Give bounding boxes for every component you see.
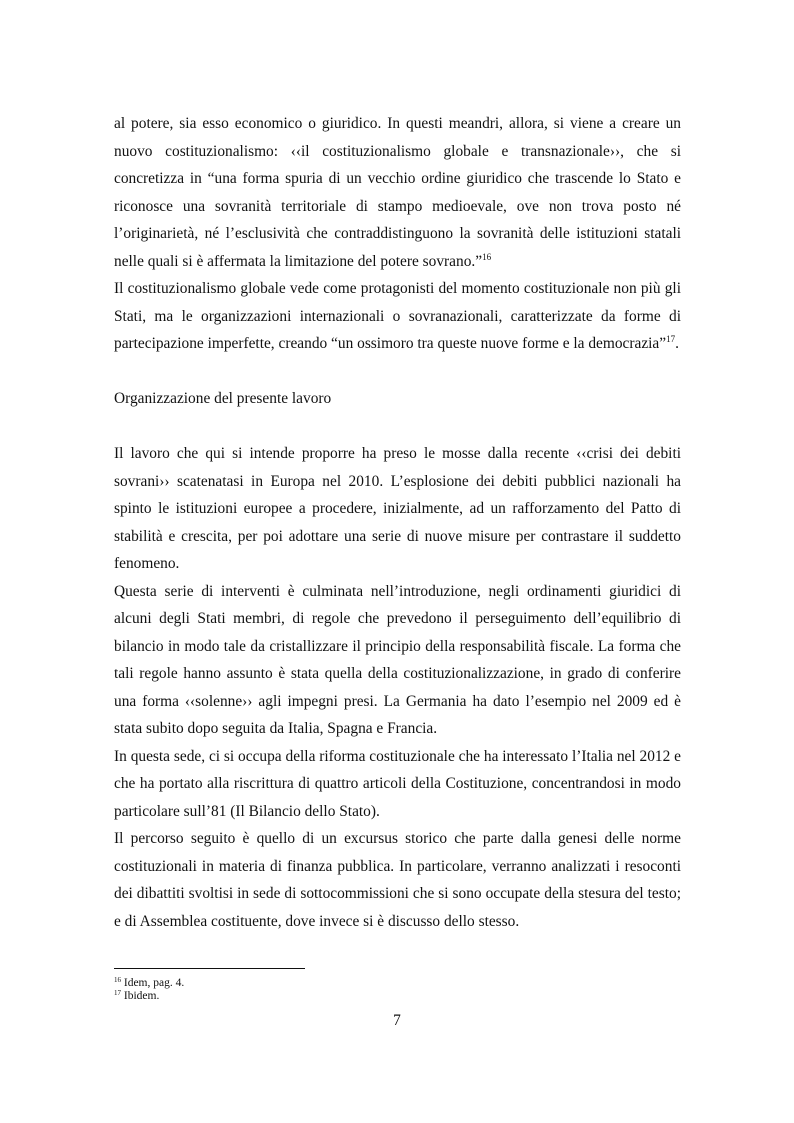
- footnote-16: [114, 977, 514, 990]
- footnote-divider: [114, 968, 305, 969]
- footnote-text: Idem, pag. 4.: [123, 977, 185, 989]
- footnote-ref-17[interactable]: 17: [666, 334, 676, 344]
- paragraph-crisis: Il lavoro che qui si intende proporre ha preso le mosse dalla recente ‹‹crisi dei debiti sovrani›› scatenatasi in Europa nel 2010. L’esplosione dei debiti pubblici nazionali ha spinto le istituzioni europee a procedere, inizialmente, ad un rafforzamento del Patto di stabilità e crescita, per poi adottare una serie di nuove misure per contrastare il suddetto fenomeno.: [114, 445, 681, 572]
- paragraph-tail: .: [675, 335, 679, 352]
- paragraph-text: Il costituzionalismo globale vede come protagonisti del momento costituzionale non più gli Stati, ma le organizzazioni internazionali o sovranazionali, caratterizzate da forme di partecipazione imperfette, creando “un ossimoro tra queste nuove forme e la democrazia”: [114, 280, 681, 352]
- footnote-number: 16: [114, 976, 121, 984]
- footnote-ref-16[interactable]: 16: [482, 251, 492, 262]
- paragraph-interventions: Questa serie di interventi è culminata nell’introduzione, negli ordinamenti giuridici di alcuni degli Stati membri, di regole che prevedono il perseguimento dell’equilibrio di bilancio in modo tale da cristallizzare il principio della responsabilità fiscale. La forma che tali regole hanno assunto è stata quella della costituzionalizzazione, in grado di conferire una forma ‹‹solenne›› agli impegni presi. La Germania ha dato l’esempio nel 2009 ed è stata subito dopo seguita da Italia, Spagna e Francia.: [114, 582, 681, 737]
- footnote-text: Ibidem.: [123, 990, 160, 1002]
- paragraph-protagonists: [114, 275, 681, 358]
- page-number: 7: [393, 1012, 401, 1029]
- section-heading: Organizzazione del presente lavoro: [114, 390, 332, 407]
- footnote-17: [114, 990, 514, 1003]
- body-text: [114, 110, 681, 935]
- footnote-number: 17: [114, 989, 121, 997]
- paragraph-reform: In questa sede, ci si occupa della riforma costituzionale che ha interessato l’Italia nel 2012 e che ha portato alla riscrittura di quattro articoli della Costituzione, concentrandosi in modo particolare sull’81 (Il Bilancio dello Stato).: [114, 747, 681, 820]
- paragraph-method: Il percorso seguito è quello di un excursus storico che parte dalla genesi delle norme costituzionali in materia di finanza pubblica. In particolare, verranno analizzati i resoconti dei dibattiti svoltisi in sede di sottocommissioni che si sono occupate della stesura del testo; e di Assemblea costituente, dove invece si è discusso dello stesso.: [114, 830, 681, 930]
- paragraph-text: al potere, sia esso economico o giuridico. In questi meandri, allora, si viene a creare un nuovo costituzionalismo: ‹‹il costituzionalismo globale e transnazionale››, che si concretizza in “una forma spuria di un vecchio ordine giuridico che trascende lo Stato e riconosce una sovranità territoriale di stampo medioevale, ove non trova posto né l’originarietà, né l’esclusività che contraddistinguono la sovranità delle istituzioni statali nelle quali si è affermata la limitazione del potere sovrano.”: [114, 115, 681, 270]
- footnotes: [114, 977, 514, 1003]
- paragraph-global-constitutionalism: [114, 110, 681, 275]
